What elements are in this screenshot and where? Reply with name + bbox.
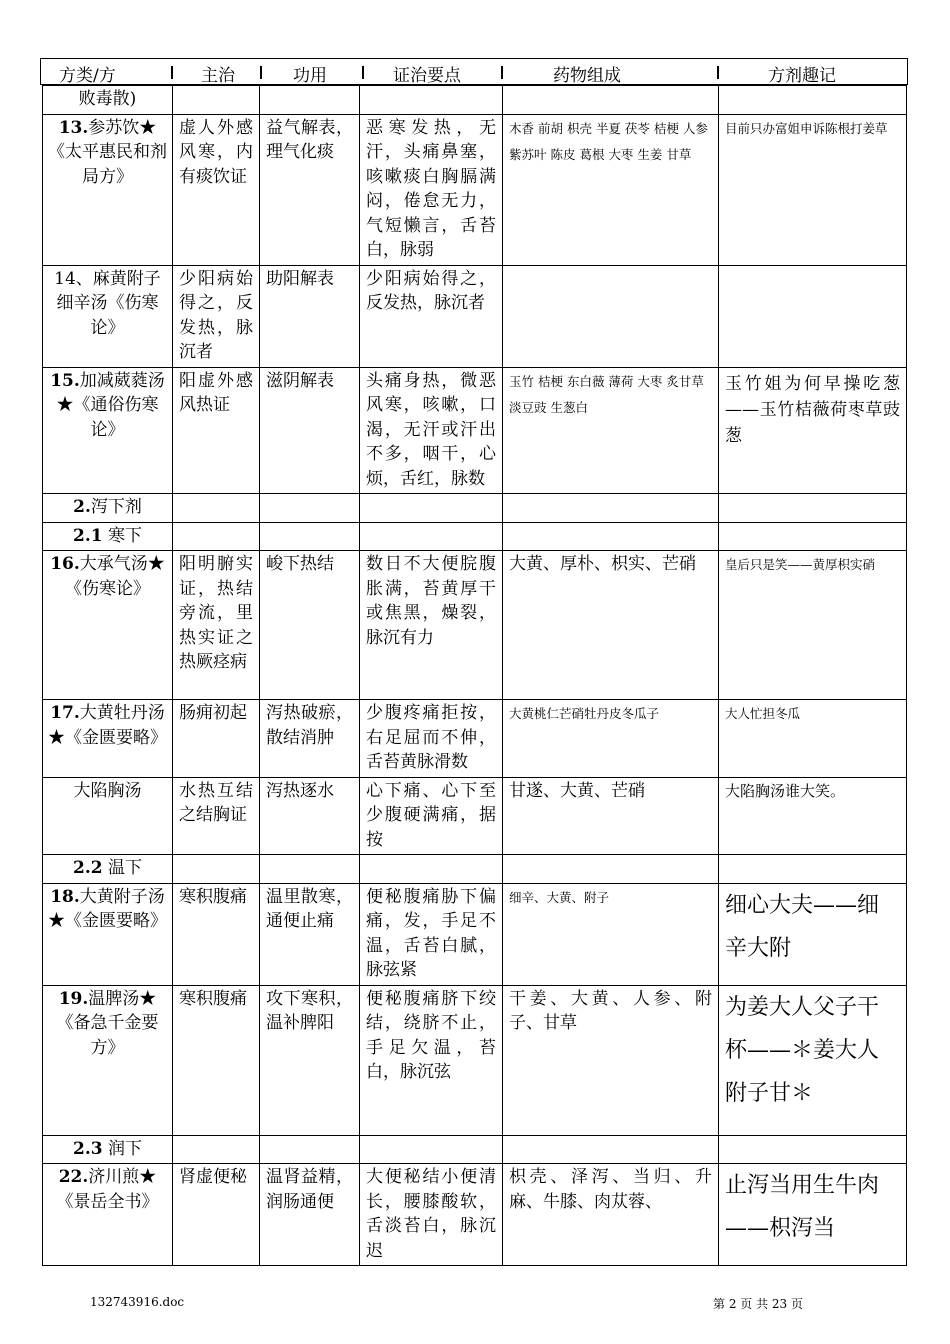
section-title: 润下 <box>107 1138 142 1159</box>
table-row <box>43 985 907 1135</box>
prescription-table <box>42 85 907 1266</box>
header-zhuzhi: 主治 <box>201 66 235 86</box>
header-divider <box>717 66 719 79</box>
header-divider <box>260 66 262 79</box>
header-divider <box>171 66 173 79</box>
header-divider <box>501 66 503 79</box>
header-fangji: 方类/方 <box>59 66 116 86</box>
yaodian-cell: 少腹疼痛拒按，右足屈而不伸，舌苔黄脉滑数 <box>360 700 503 778</box>
gongyong-cell: 助阳解表 <box>260 265 360 367</box>
footer-filename: 132743916.doc <box>90 1295 185 1309</box>
yaodian-cell: 头痛身热，微恶风寒，咳嗽，口渴，无汗或汗出不多，咽干，心烦，舌红，脉数 <box>360 367 503 494</box>
gongyong-cell: 益气解表，理气化痰 <box>260 114 360 265</box>
zucheng-cell: 木香 前胡 枳壳 半夏 茯苓 桔梗 人参 紫苏叶 陈皮 葛根 大枣 生姜 甘草 <box>503 114 719 265</box>
yaodian-cell: 大便秘结小便清长，腰膝酸软，舌淡苔白，脉沉迟 <box>360 1164 503 1266</box>
formula-name: 参苏饮★《太平惠民和剂局方》 <box>48 117 167 187</box>
formula-name-cell <box>43 265 173 367</box>
zhuzhi-cell: 少阳病始得之，反发热，脉沉者 <box>173 265 260 367</box>
header-zucheng: 药物组成 <box>553 66 621 86</box>
formula-number: 18. <box>50 886 80 907</box>
formula-number: 15. <box>50 370 80 391</box>
header-yaodian: 证治要点 <box>393 66 461 86</box>
formula-number: 22. <box>58 1167 89 1187</box>
table-row <box>43 522 907 551</box>
formula-name-cell <box>43 777 173 855</box>
section-title-cell <box>43 494 173 523</box>
table-row <box>43 700 907 778</box>
table-row <box>43 494 907 523</box>
quji-cell: 玉竹姐为何早操吃葱——玉竹桔薇荷枣草豉葱 <box>719 367 907 494</box>
yaodian-cell: 数日不大便脘腹胀满，苔黄厚干或焦黑，燥裂，脉沉有力 <box>360 551 503 700</box>
formula-name: 加减葳蕤汤★《通俗伤寒论》 <box>56 370 165 440</box>
section-number: 2.2 <box>73 858 103 878</box>
yaodian-cell: 少阳病始得之，反发热，脉沉者 <box>360 265 503 367</box>
table-row <box>43 855 907 884</box>
header-quji: 方剂趣记 <box>768 66 836 86</box>
formula-name: 大陷胸汤 <box>73 780 142 801</box>
zhuzhi-cell: 寒积腹痛 <box>173 985 260 1135</box>
table-row <box>43 86 907 115</box>
quji-cell: 止泻当用生牛肉——枳泻当 <box>719 1164 907 1266</box>
gongyong-cell: 温肾益精，润肠通便 <box>260 1164 360 1266</box>
formula-number: 16. <box>50 554 80 574</box>
gongyong-cell: 泻热破瘀，散结消肿 <box>260 700 360 778</box>
table-row <box>43 551 907 700</box>
section-title: 温下 <box>107 858 142 878</box>
formula-name-cell <box>43 114 173 265</box>
table-row <box>43 367 907 494</box>
zucheng-cell: 枳壳、泽泻、当归、升麻、牛膝、肉苁蓉、 <box>503 1164 719 1266</box>
formula-number: 13. <box>58 117 89 138</box>
section-number: 2. <box>73 497 91 517</box>
zucheng-cell: 细辛、大黄、附子 <box>503 883 719 985</box>
zucheng-cell <box>503 265 719 367</box>
zhuzhi-cell: 阳明腑实证，热结旁流，里热实证之热厥痉病 <box>173 551 260 700</box>
gongyong-cell: 攻下寒积，温补脾阳 <box>260 985 360 1135</box>
quji-cell: 细心大夫——细辛大附 <box>719 883 907 985</box>
zhuzhi-cell: 水热互结之结胸证 <box>173 777 260 855</box>
formula-name: 大黄附子汤★《金匮要略》 <box>48 886 167 931</box>
section-title: 泻下剂 <box>90 497 142 517</box>
zucheng-cell: 大黄、厚朴、枳实、芒硝 <box>503 551 719 700</box>
formula-name-cell <box>43 551 173 700</box>
table-row <box>43 883 907 985</box>
quji-cell: 为姜大人父子干杯——＊姜大人附子甘＊ <box>719 985 907 1135</box>
formula-name: 温脾汤★《备急千金要方》 <box>56 988 159 1058</box>
quji-cell <box>719 265 907 367</box>
header-gongyong: 功用 <box>293 66 327 86</box>
formula-number: 19. <box>58 988 89 1009</box>
yaodian-cell: 便秘腹痛脐下绞结，绕脐不止，手足欠温，苔白，脉沉弦 <box>360 985 503 1135</box>
formula-name-cell <box>43 700 173 778</box>
quji-cell: 皇后只是笑——黄厚枳实硝 <box>719 551 907 700</box>
gongyong-cell: 滋阴解表 <box>260 367 360 494</box>
formula-name-cell <box>43 86 173 115</box>
formula-name-cell <box>43 1164 173 1266</box>
zhuzhi-cell: 虚人外感风寒，内有痰饮证 <box>173 114 260 265</box>
table-row <box>43 777 907 855</box>
formula-name-cell <box>43 367 173 494</box>
quji-cell: 目前只办富姐申诉陈根打姜草 <box>719 114 907 265</box>
section-title-cell <box>43 522 173 551</box>
table-row <box>43 1135 907 1164</box>
table-row <box>43 265 907 367</box>
header-divider <box>362 66 364 79</box>
formula-name-cell <box>43 883 173 985</box>
footer-page-number: 第 2 页 共 23 页 <box>713 1297 803 1311</box>
gongyong-cell: 温里散寒，通便止痛 <box>260 883 360 985</box>
zucheng-cell: 大黄桃仁芒硝牡丹皮冬瓜子 <box>503 700 719 778</box>
formula-name: 14、麻黄附子细辛汤《伤寒论》 <box>54 268 161 338</box>
table-header <box>40 58 908 85</box>
zucheng-cell: 玉竹 桔梗 东白薇 薄荷 大枣 炙甘草 淡豆豉 生葱白 <box>503 367 719 494</box>
formula-name: 败毒散) <box>78 89 137 109</box>
table-row <box>43 114 907 265</box>
gongyong-cell: 泻热逐水 <box>260 777 360 855</box>
section-title-cell <box>43 1135 173 1164</box>
yaodian-cell: 便秘腹痛胁下偏痛，发，手足不温，舌苔白腻，脉弦紧 <box>360 883 503 985</box>
section-number: 2.3 <box>73 1138 103 1159</box>
section-title: 寒下 <box>107 525 142 546</box>
section-number: 2.1 <box>73 525 103 546</box>
formula-name: 大黄牡丹汤★《金匮要略》 <box>48 703 167 748</box>
quji-cell: 大陷胸汤谁大笑。 <box>719 777 907 855</box>
zhuzhi-cell: 肾虚便秘 <box>173 1164 260 1266</box>
zhuzhi-cell: 阳虚外感风热证 <box>173 367 260 494</box>
section-title-cell <box>43 855 173 884</box>
formula-name: 大承气汤★《伤寒论》 <box>65 554 165 599</box>
gongyong-cell: 峻下热结 <box>260 551 360 700</box>
yaodian-cell: 恶寒发热，无汗，头痛鼻塞，咳嗽痰白胸膈满闷，倦怠无力，气短懒言，舌苔白，脉弱 <box>360 114 503 265</box>
formula-name: 济川煎★《景岳全书》 <box>56 1167 159 1212</box>
quji-cell: 大人忙担冬瓜 <box>719 700 907 778</box>
zucheng-cell: 甘遂、大黄、芒硝 <box>503 777 719 855</box>
formula-number: 17. <box>50 703 80 723</box>
zhuzhi-cell: 肠痈初起 <box>173 700 260 778</box>
table-row <box>43 1164 907 1266</box>
zhuzhi-cell: 寒积腹痛 <box>173 883 260 985</box>
zucheng-cell: 干姜、大黄、人参、附子、甘草 <box>503 985 719 1135</box>
formula-name-cell <box>43 985 173 1135</box>
yaodian-cell: 心下痛、心下至少腹硬满痛，据按 <box>360 777 503 855</box>
